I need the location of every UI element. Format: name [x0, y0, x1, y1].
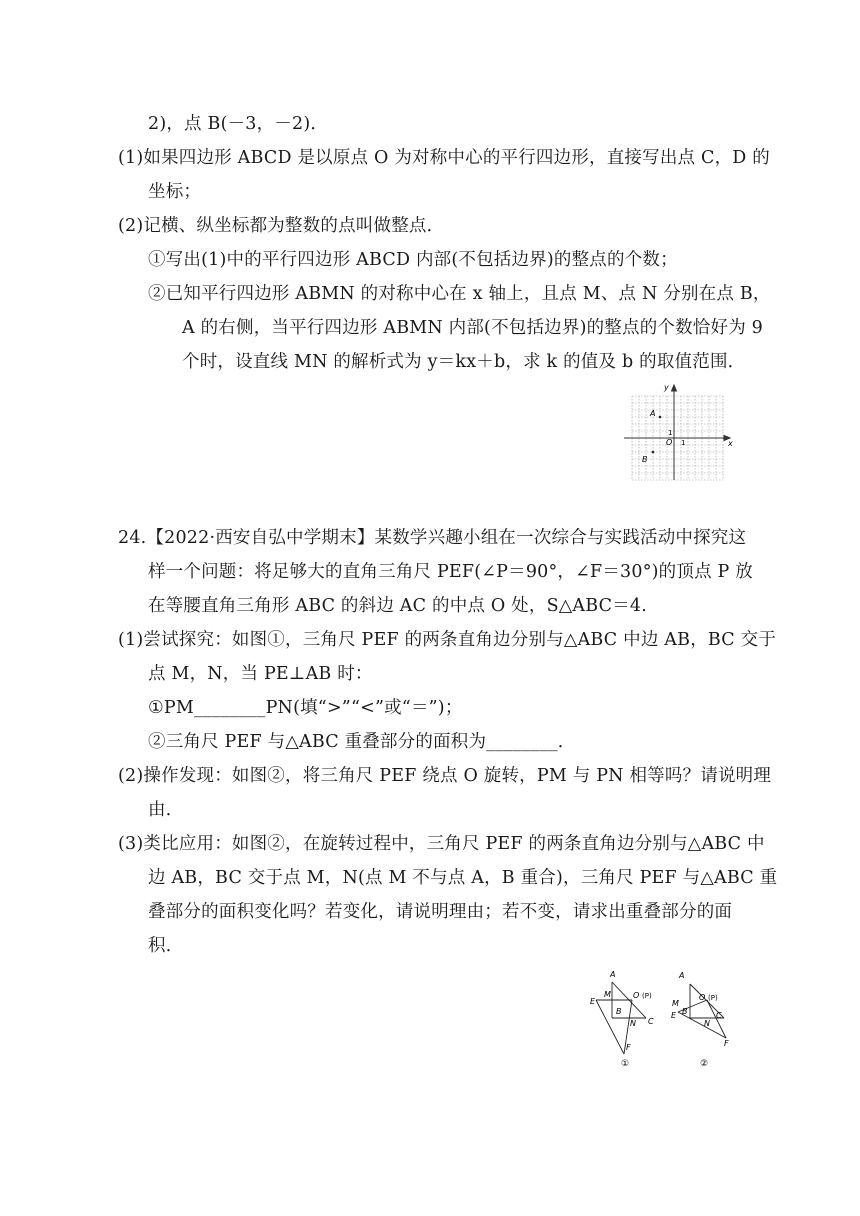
q23-part2-sub2-line1: ②已知平行四边形 ABMN 的对称中心在 x 轴上，且点 M、点 N 分别在点 B， — [148, 284, 771, 304]
q24-part1-line2: 点 M，N，当 PE⊥AB 时： — [148, 664, 373, 684]
q23-part2: (2)记横、纵坐标都为整数的点叫做整点． — [118, 216, 445, 236]
fig1-label-f: F — [626, 1043, 631, 1052]
point-a — [659, 416, 662, 419]
q23-part1-line2: 坐标； — [148, 182, 202, 202]
fig2-label-m: M — [672, 999, 679, 1008]
fig2-label-n: N — [704, 1019, 710, 1028]
q24-part3-line1: (3)类比应用：如图②，在旋转过程中，三角尺 PEF 的两条直角边分别与△ABC 中 — [118, 834, 765, 854]
point-b-label: B — [642, 455, 648, 464]
y-axis-arrow — [672, 385, 677, 391]
q24-part2-line1: (2)操作发现：如图②，将三角尺 PEF 绕点 O 旋转，PM 与 PN 相等吗？请说明理 — [118, 766, 772, 786]
fig1-label-e: E — [590, 997, 596, 1006]
fig2-label-p: (P) — [708, 994, 718, 1002]
q23-continuation: 2)，点 B(－3，－2)． — [148, 114, 329, 134]
q24-stem-line3: 在等腰直角三角形 ABC 的斜边 AC 的中点 O 处，S△ABC＝4. — [148, 596, 648, 616]
fig1-label-c: C — [648, 1017, 654, 1026]
fig1-label-m: M — [604, 990, 611, 999]
point-b — [652, 451, 655, 454]
fig1-caption: ① — [621, 1059, 630, 1069]
q24-stem-line1: 24.【2022·西安自弘中学期末】某数学兴趣小组在一次综合与实践活动中探究这 — [118, 528, 747, 548]
q24-part3-line4: 积． — [148, 936, 184, 956]
q24-part2-line2: 由． — [148, 800, 184, 820]
fig2-label-o: O — [699, 993, 706, 1002]
q23-part1-line1: (1)如果四边形 ABCD 是以原点 O 为对称中心的平行四边形，直接写出点 C，D 的 — [118, 148, 770, 168]
point-a-label: A — [650, 409, 656, 418]
fig2-label-a: A — [679, 971, 685, 980]
fig1-label-o: O — [633, 991, 640, 1000]
triangle-figure-1 — [588, 966, 664, 1070]
y-unit-label: 1 — [668, 429, 673, 437]
origin-label: O — [666, 438, 673, 447]
fig2-label-c: C — [716, 1011, 722, 1020]
fig1-label-b: B — [616, 1007, 622, 1016]
q23-part2-sub2-line2: A 的右侧，当平行四边形 ABMN 内部(不包括边界)的整点的个数恰好为 9 — [182, 318, 764, 338]
q24-part1-line1: (1)尝试探究：如图①，三角尺 PEF 的两条直角边分别与△ABC 中边 AB，BC 交于 — [118, 630, 777, 650]
q24-part3-line2: 边 AB，BC 交于点 M，N(点 M 不与点 A，B 重合)，三角尺 PEF 与△ABC 重 — [148, 868, 778, 888]
x-unit-label: 1 — [681, 439, 686, 447]
q24-part3-line3: 叠部分的面积变化吗？若变化，请说明理由；若不变，请求出重叠部分的面 — [148, 902, 733, 922]
fig2-caption: ② — [700, 1059, 709, 1069]
fig1-label-p: (P) — [642, 992, 652, 1000]
y-axis-label: y — [664, 383, 669, 392]
x-axis-label: x — [728, 439, 733, 448]
fig2-label-e: E — [671, 1011, 677, 1020]
triangle-figure-2 — [672, 966, 756, 1070]
q24-part1-sub2: ②三角尺 PEF 与△ABC 重叠部分的面积为________． — [148, 732, 576, 752]
fig1-label-a: A — [610, 970, 616, 979]
fig1-label-n: N — [630, 1019, 636, 1028]
q23-part2-sub1: ①写出(1)中的平行四边形 ABCD 内部(不包括边界)的整点的个数； — [148, 250, 678, 270]
q24-stem-line2: 样一个问题：将足够大的直角三角尺 PEF(∠P＝90°，∠F＝30°)的顶点 P 放 — [148, 562, 753, 582]
q24-part1-sub1: ①PM________PN(填“>”“<”或“＝”)； — [148, 698, 463, 718]
fig2-label-b: B — [682, 1007, 688, 1016]
fig2-label-f: F — [724, 1039, 729, 1048]
coordinate-grid-figure — [620, 380, 736, 484]
q23-part2-sub2-line3: 个时，设直线 MN 的解析式为 y＝kx＋b，求 k 的值及 b 的取值范围． — [182, 352, 746, 372]
